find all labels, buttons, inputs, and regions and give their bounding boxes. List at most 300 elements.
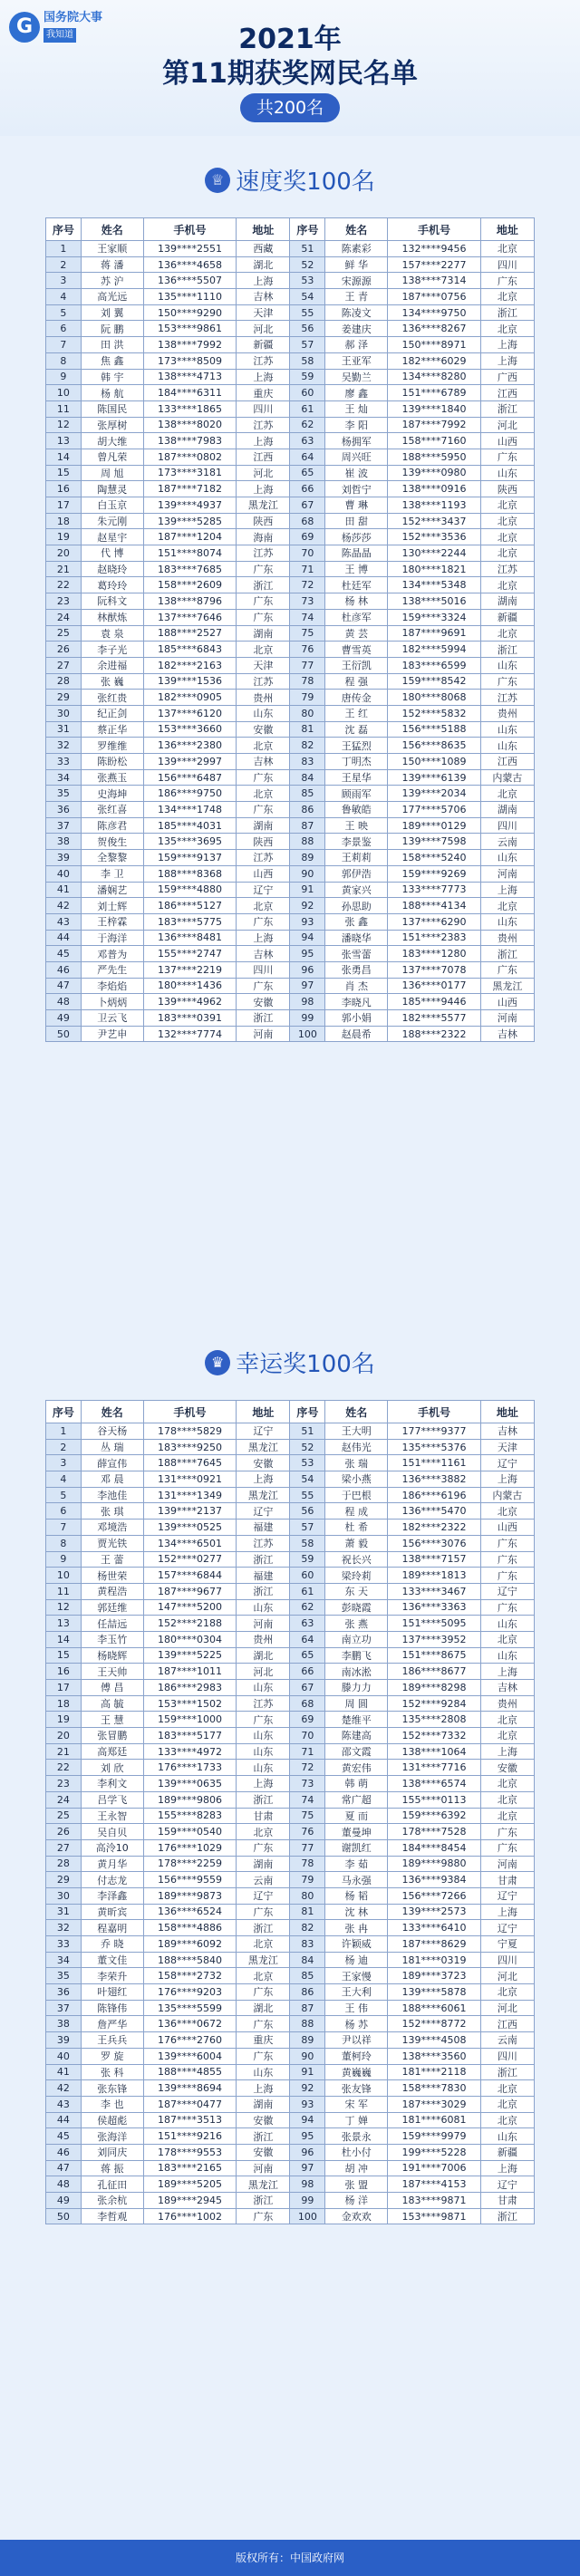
row-number: 13	[46, 1616, 82, 1632]
table-row	[46, 497, 535, 514]
winner-name: 王莉莉	[325, 850, 388, 866]
winner-name: 王大利	[325, 1984, 388, 2001]
winner-name: 张红喜	[81, 802, 143, 818]
row-number: 50	[46, 2208, 82, 2224]
region: 山西	[480, 433, 534, 449]
winner-name: 黄家兴	[325, 882, 388, 898]
phone-number: 182****5577	[388, 1010, 480, 1027]
table-row	[46, 834, 535, 850]
region: 河南	[480, 1010, 534, 1027]
winner-name: 沈 林	[325, 1904, 388, 1920]
speed-section-title	[0, 163, 580, 197]
row-number: 7	[46, 337, 82, 353]
row-number: 11	[46, 400, 82, 417]
winner-name: 杨 韬	[325, 1887, 388, 1904]
winner-name: 王 青	[325, 289, 388, 305]
row-number: 50	[46, 1026, 82, 1042]
phone-number: 180****8068	[388, 690, 480, 706]
winner-name: 黄 芸	[325, 625, 388, 642]
table-row	[46, 865, 535, 882]
winner-name: 姜建庆	[325, 321, 388, 337]
winner-name: 许颖威	[325, 1936, 388, 1953]
region: 黑龙江	[237, 1487, 290, 1503]
region: 江苏	[237, 545, 290, 562]
phone-number: 138****7983	[143, 433, 236, 449]
phone-number: 188****2322	[388, 1026, 480, 1042]
table-row	[46, 449, 535, 465]
region: 湖南	[237, 1856, 290, 1872]
region: 广东	[237, 1904, 290, 1920]
winner-name: 李荣升	[81, 1968, 143, 1984]
winner-name: 陈晶晶	[325, 545, 388, 562]
phone-number: 187****0802	[143, 449, 236, 465]
winner-name: 刘士辉	[81, 898, 143, 914]
phone-number: 136****0177	[388, 978, 480, 994]
region: 上海	[237, 1471, 290, 1488]
phone-number: 147****5200	[143, 1599, 236, 1616]
region: 黑龙江	[237, 1439, 290, 1455]
phone-number: 188****5950	[388, 449, 480, 465]
row-number: 34	[46, 769, 82, 786]
region: 河北	[480, 2000, 534, 2016]
row-number: 31	[46, 1904, 82, 1920]
region: 四川	[480, 817, 534, 834]
phone-number: 176****2760	[143, 2032, 236, 2049]
winner-name: 杨 航	[81, 385, 143, 401]
row-number: 37	[46, 817, 82, 834]
region: 安徽	[237, 2144, 290, 2160]
row-number: 59	[290, 1551, 325, 1568]
region: 宁夏	[480, 1936, 534, 1953]
phone-number: 138****4713	[143, 369, 236, 385]
row-number: 95	[290, 2128, 325, 2145]
row-number: 41	[46, 2064, 82, 2080]
winner-name: 张景永	[325, 2128, 388, 2145]
winner-name: 赵晨希	[325, 1026, 388, 1042]
region: 广东	[237, 1984, 290, 2001]
region: 黑龙江	[480, 978, 534, 994]
phone-number: 183****7685	[143, 561, 236, 577]
winner-name: 萧 毅	[325, 1535, 388, 1551]
winner-name: 王家顺	[81, 241, 143, 257]
winner-name: 曹 琳	[325, 497, 388, 514]
winner-name: 董柯玲	[325, 2048, 388, 2064]
winner-name: 黄宏伟	[325, 1760, 388, 1776]
row-number: 65	[290, 1647, 325, 1664]
region: 北京	[480, 786, 534, 802]
row-number: 16	[46, 1664, 82, 1680]
winner-name: 杨晓辉	[81, 1647, 143, 1664]
row-number: 52	[290, 1439, 325, 1455]
row-number: 66	[290, 1664, 325, 1680]
table-row	[46, 1455, 535, 1471]
region: 吉林	[480, 1680, 534, 1696]
phone-number: 150****8971	[388, 337, 480, 353]
phone-number: 139****0980	[388, 465, 480, 481]
row-number: 90	[290, 2048, 325, 2064]
row-number: 79	[290, 1872, 325, 1888]
region: 北京	[480, 289, 534, 305]
region: 广东	[237, 609, 290, 625]
region: 吉林	[237, 946, 290, 962]
region: 湖北	[237, 256, 290, 273]
row-number: 43	[46, 2096, 82, 2112]
row-number: 48	[46, 994, 82, 1010]
winner-name: 王星华	[325, 769, 388, 786]
table-row	[46, 2096, 535, 2112]
winner-name: 于巴根	[325, 1487, 388, 1503]
row-number: 70	[290, 1728, 325, 1744]
winner-name: 卜炳炳	[81, 994, 143, 1010]
region: 广东	[237, 1712, 290, 1728]
region: 山东	[237, 2064, 290, 2080]
region: 广东	[480, 1839, 534, 1856]
row-number: 78	[290, 673, 325, 690]
table-row	[46, 256, 535, 273]
winner-name: 刘 欣	[81, 1760, 143, 1776]
phone-number: 183****5177	[143, 1728, 236, 1744]
row-number: 48	[46, 2176, 82, 2193]
table-row	[46, 2048, 535, 2064]
table-row	[46, 385, 535, 401]
region: 江西	[480, 754, 534, 770]
table-row	[46, 946, 535, 962]
region: 广东	[480, 1599, 534, 1616]
winner-name: 李 也	[81, 2096, 143, 2112]
region: 湖北	[237, 2000, 290, 2016]
phone-number: 182****6029	[388, 352, 480, 369]
phone-number: 133****3467	[388, 1583, 480, 1599]
row-number: 14	[46, 449, 82, 465]
winner-name: 李焰焰	[81, 978, 143, 994]
phone-number: 158****7160	[388, 433, 480, 449]
winner-name: 邵文霞	[325, 1743, 388, 1760]
phone-number: 156****9559	[143, 1872, 236, 1888]
phone-number: 136****5470	[388, 1503, 480, 1520]
table-row	[46, 1856, 535, 1872]
row-number: 98	[290, 994, 325, 1010]
region: 河南	[237, 1026, 290, 1042]
table-row	[46, 577, 535, 593]
page-footer: 版权所有：中国政府网	[0, 2540, 580, 2576]
row-number: 37	[46, 2000, 82, 2016]
phone-number: 134****1748	[143, 802, 236, 818]
region: 吉林	[237, 289, 290, 305]
winner-name: 孙思助	[325, 898, 388, 914]
row-number: 61	[290, 400, 325, 417]
region: 上海	[237, 369, 290, 385]
winner-name: 王家慢	[325, 1968, 388, 1984]
phone-number: 150****1089	[388, 754, 480, 770]
winner-name: 张厚树	[81, 417, 143, 433]
winner-name: 吴自贝	[81, 1824, 143, 1840]
row-number: 97	[290, 978, 325, 994]
phone-number: 189****9873	[143, 1887, 236, 1904]
phone-number: 138****3560	[388, 2048, 480, 2064]
region: 广东	[237, 2048, 290, 2064]
row-number: 85	[290, 1968, 325, 1984]
phone-number: 135****5376	[388, 1439, 480, 1455]
region: 广东	[480, 1551, 534, 1568]
table-row	[46, 1760, 535, 1776]
phone-number: 187****1204	[143, 529, 236, 545]
trophy-icon: ♕	[205, 168, 230, 193]
phone-number: 159****1000	[143, 1712, 236, 1728]
table-row	[46, 913, 535, 930]
region: 北京	[480, 2112, 534, 2128]
region: 湖北	[237, 1647, 290, 1664]
region: 北京	[480, 1728, 534, 1744]
logo-title: 国务院大事	[44, 11, 103, 24]
table-row	[46, 961, 535, 978]
table-row	[46, 352, 535, 369]
phone-number: 151****9216	[143, 2128, 236, 2145]
region: 北京	[480, 2080, 534, 2097]
phone-number: 183****9871	[388, 2193, 480, 2209]
region: 江苏	[237, 1695, 290, 1712]
table-row	[46, 1743, 535, 1760]
table-row	[46, 1551, 535, 1568]
phone-number: 159****0540	[143, 1824, 236, 1840]
region: 上海	[480, 352, 534, 369]
phone-number: 182****2163	[143, 657, 236, 673]
winner-name: 王 慧	[81, 1712, 143, 1728]
winner-name: 苏 沪	[81, 273, 143, 289]
region: 山东	[480, 1647, 534, 1664]
phone-number: 151****1161	[388, 1455, 480, 1471]
winner-name: 沈 磊	[325, 721, 388, 738]
region: 四川	[480, 1952, 534, 1968]
winner-name: 代 博	[81, 545, 143, 562]
winner-name: 王 蕾	[81, 1551, 143, 1568]
row-number: 62	[290, 417, 325, 433]
winner-name: 李 卫	[81, 865, 143, 882]
region: 新疆	[480, 2144, 534, 2160]
region: 甘肃	[480, 2193, 534, 2209]
row-number: 73	[290, 1776, 325, 1792]
table-row	[46, 1728, 535, 1744]
winner-name: 王天帅	[81, 1664, 143, 1680]
phone-number: 151****2383	[388, 930, 480, 946]
region: 广东	[237, 2016, 290, 2032]
winner-name: 陈锋伟	[81, 2000, 143, 2016]
phone-number: 139****5285	[143, 513, 236, 529]
row-number: 62	[290, 1599, 325, 1616]
speed-title-label: 速度奖100名	[236, 169, 375, 196]
winner-name: 黄月华	[81, 1856, 143, 1872]
region: 山西	[480, 994, 534, 1010]
table-row	[46, 1680, 535, 1696]
phone-number: 139****0525	[143, 1520, 236, 1536]
page-header	[0, 0, 580, 136]
row-number: 41	[46, 882, 82, 898]
phone-number: 139****5225	[143, 1647, 236, 1664]
row-number: 24	[46, 609, 82, 625]
winner-name: 杜 希	[325, 1520, 388, 1536]
phone-number: 185****9446	[388, 994, 480, 1010]
row-number: 69	[290, 529, 325, 545]
table-row	[46, 1631, 535, 1647]
winner-name: 祝长兴	[325, 1551, 388, 1568]
row-number: 24	[46, 1791, 82, 1808]
winner-name: 李池佳	[81, 1487, 143, 1503]
table-row	[46, 2064, 535, 2080]
winner-name: 楚维平	[325, 1712, 388, 1728]
winner-name: 李泽鑫	[81, 1887, 143, 1904]
winner-name: 韩 萌	[325, 1776, 388, 1792]
region: 北京	[480, 625, 534, 642]
winner-name: 郭小娟	[325, 1010, 388, 1027]
column-header: 序号	[46, 218, 82, 241]
winner-name: 傅 昌	[81, 1680, 143, 1696]
phone-number: 136****3882	[388, 1471, 480, 1488]
region: 山东	[480, 2128, 534, 2145]
phone-number: 182****2322	[388, 1520, 480, 1536]
phone-number: 151****8074	[143, 545, 236, 562]
winner-name: 陈盼松	[81, 754, 143, 770]
row-number: 52	[290, 256, 325, 273]
table-row	[46, 1568, 535, 1584]
region: 北京	[480, 1712, 534, 1728]
phone-number: 138****5016	[388, 593, 480, 610]
phone-number: 155****2747	[143, 946, 236, 962]
region: 浙江	[237, 1791, 290, 1808]
region: 黑龙江	[237, 2176, 290, 2193]
region: 北京	[237, 642, 290, 658]
region: 江苏	[237, 850, 290, 866]
row-number: 97	[290, 2160, 325, 2176]
phone-number: 137****6290	[388, 913, 480, 930]
phone-number: 177****9377	[388, 1423, 480, 1440]
row-number: 100	[290, 1026, 325, 1042]
row-number: 42	[46, 898, 82, 914]
row-number: 95	[290, 946, 325, 962]
column-header: 地址	[237, 218, 290, 241]
region: 辽宁	[480, 1583, 534, 1599]
phone-number: 136****4658	[143, 256, 236, 273]
region: 河北	[237, 465, 290, 481]
winner-name: 潘娴艺	[81, 882, 143, 898]
winner-name: 夏 而	[325, 1808, 388, 1824]
phone-number: 151****8675	[388, 1647, 480, 1664]
winner-name: 鲁敏皓	[325, 802, 388, 818]
region: 山东	[480, 1616, 534, 1632]
winner-name: 王亚军	[325, 352, 388, 369]
region: 广东	[480, 1535, 534, 1551]
column-header: 手机号	[143, 1401, 236, 1423]
row-number: 9	[46, 369, 82, 385]
winner-name: 邓 晨	[81, 1471, 143, 1488]
table-row	[46, 433, 535, 449]
row-number: 49	[46, 2193, 82, 2209]
table-row	[46, 1664, 535, 1680]
phone-number: 189****9880	[388, 1856, 480, 1872]
table-row	[46, 690, 535, 706]
row-number: 8	[46, 352, 82, 369]
phone-number: 130****2244	[388, 545, 480, 562]
row-number: 9	[46, 1551, 82, 1568]
winner-name: 阮 鹏	[81, 321, 143, 337]
row-number: 63	[290, 1616, 325, 1632]
region: 甘肃	[237, 1808, 290, 1824]
row-number: 58	[290, 352, 325, 369]
region: 吉林	[480, 1423, 534, 1440]
table-row	[46, 1712, 535, 1728]
region: 陕西	[237, 513, 290, 529]
region: 海南	[237, 529, 290, 545]
row-number: 18	[46, 513, 82, 529]
region: 山东	[237, 705, 290, 721]
winner-name: 董文佳	[81, 1952, 143, 1968]
region: 天津	[237, 304, 290, 321]
region: 浙江	[237, 577, 290, 593]
row-number: 89	[290, 2032, 325, 2049]
row-number: 15	[46, 465, 82, 481]
row-number: 72	[290, 1760, 325, 1776]
phone-number: 181****6081	[388, 2112, 480, 2128]
phone-number: 156****7266	[388, 1887, 480, 1904]
region: 上海	[480, 1664, 534, 1680]
region: 北京	[480, 898, 534, 914]
phone-number: 189****1813	[388, 1568, 480, 1584]
row-number: 17	[46, 497, 82, 514]
winner-name: 宋 军	[325, 2096, 388, 2112]
winner-name: 孔征田	[81, 2176, 143, 2193]
region: 吉林	[237, 754, 290, 770]
column-header: 手机号	[388, 218, 480, 241]
region: 辽宁	[237, 1887, 290, 1904]
winner-name: 尹艺申	[81, 1026, 143, 1042]
table-row	[46, 802, 535, 818]
phone-number: 133****4972	[143, 1743, 236, 1760]
row-number: 64	[290, 449, 325, 465]
row-number: 27	[46, 1839, 82, 1856]
region: 天津	[237, 657, 290, 673]
winner-name: 高光远	[81, 289, 143, 305]
winner-name: 滕力力	[325, 1680, 388, 1696]
row-number: 32	[46, 738, 82, 754]
row-number: 25	[46, 625, 82, 642]
row-number: 54	[290, 289, 325, 305]
region: 浙江	[480, 946, 534, 962]
table-row	[46, 513, 535, 529]
row-number: 81	[290, 1904, 325, 1920]
winner-name: 严先生	[81, 961, 143, 978]
region: 上海	[237, 2080, 290, 2097]
phone-number: 139****2137	[143, 1503, 236, 1520]
row-number: 63	[290, 433, 325, 449]
row-number: 12	[46, 417, 82, 433]
region: 四川	[237, 400, 290, 417]
region: 重庆	[237, 385, 290, 401]
row-number: 53	[290, 273, 325, 289]
region: 贵州	[480, 705, 534, 721]
row-number: 93	[290, 913, 325, 930]
region: 湖南	[480, 593, 534, 610]
winner-name: 陈凌文	[325, 304, 388, 321]
phone-number: 152****8772	[388, 2016, 480, 2032]
row-number: 49	[46, 1010, 82, 1027]
winner-name: 郭廷维	[81, 1599, 143, 1616]
winner-name: 王永智	[81, 1808, 143, 1824]
winner-name: 朱元刚	[81, 513, 143, 529]
winner-name: 杨 迪	[325, 1952, 388, 1968]
table-row	[46, 1695, 535, 1712]
row-number: 66	[290, 481, 325, 497]
phone-number: 188****8368	[143, 865, 236, 882]
table-row	[46, 625, 535, 642]
phone-number: 186****6196	[388, 1487, 480, 1503]
